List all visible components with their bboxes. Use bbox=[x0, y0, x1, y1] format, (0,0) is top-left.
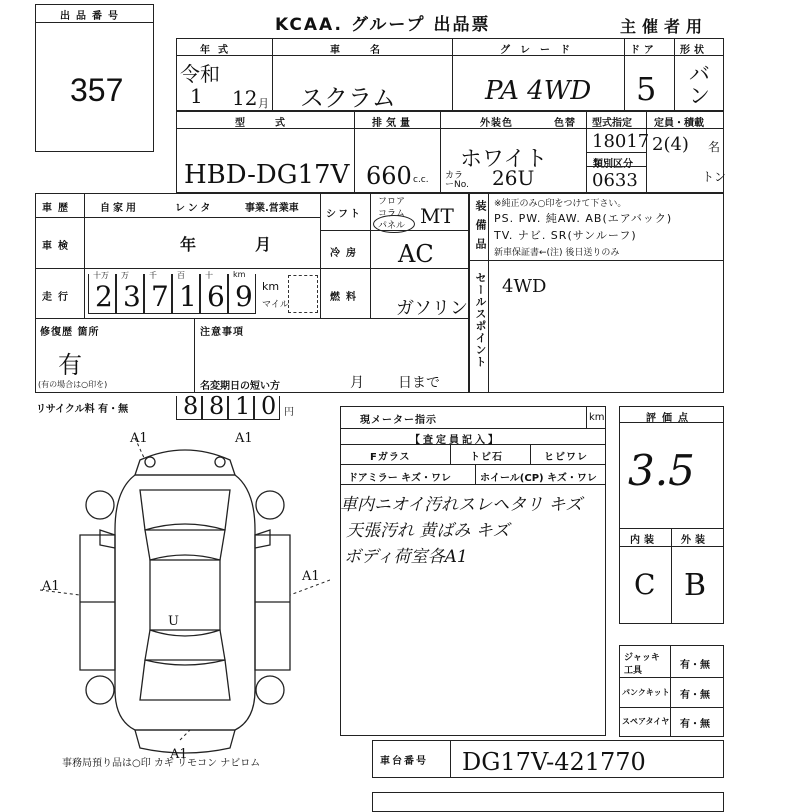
private-use-label: 自家用 bbox=[100, 203, 139, 214]
capacity-value: 2(4) bbox=[652, 134, 689, 155]
color-no-value: 26U bbox=[492, 166, 535, 190]
damage-mark-rear: A1 bbox=[170, 747, 188, 760]
spare-choice: 有・無 bbox=[680, 719, 710, 730]
recycle-label: リサイクル料 有・無 bbox=[36, 404, 129, 415]
tons-unit: トン bbox=[702, 170, 727, 184]
doors-label: ドア bbox=[630, 45, 658, 56]
car-damage-diagram bbox=[40, 430, 330, 760]
wheel-front-right bbox=[256, 491, 284, 519]
month-unit: 月 bbox=[258, 97, 269, 110]
odometer-digit: 2 bbox=[95, 280, 113, 313]
meter-label: 現メーター指示 bbox=[360, 415, 437, 426]
wheel-label: ホイール(CP) キズ・ワレ bbox=[480, 473, 597, 484]
class-value: 0633 bbox=[592, 170, 638, 191]
meter-unit: km bbox=[589, 412, 605, 423]
odometer-unit-label: 十万 bbox=[93, 271, 109, 280]
odometer-digit: 3 bbox=[123, 280, 141, 313]
odometer-digit-cell bbox=[200, 271, 228, 314]
fuel-value: ガソリン bbox=[396, 298, 468, 319]
damage-mark-roof: U bbox=[168, 614, 179, 629]
wheel-rear-right bbox=[256, 676, 284, 704]
wheel-rear-left bbox=[86, 676, 114, 704]
odometer-digit-cell bbox=[228, 270, 256, 314]
recycle-digit-cell bbox=[176, 392, 202, 420]
jack-label: ジャッキ工具 bbox=[624, 653, 660, 676]
aircon-value: AC bbox=[398, 240, 434, 268]
equipment-line3: 新車保証書←(注) 後日送りのみ bbox=[494, 248, 620, 258]
glass-label: Fガラス bbox=[370, 452, 411, 463]
grade-label: グレード bbox=[500, 45, 580, 56]
inspection-month-unit: 月 bbox=[255, 235, 272, 254]
odometer-unit-label: 万 bbox=[121, 271, 129, 280]
shape-value: バン bbox=[685, 62, 710, 106]
recycle-digit-cell bbox=[202, 392, 228, 420]
recycle-digit: 0 bbox=[261, 392, 277, 420]
damage-mark-left: A1 bbox=[42, 579, 60, 594]
damage-mark-front2: A1 bbox=[235, 431, 253, 446]
odometer-digit-cell bbox=[88, 271, 116, 314]
expiry-day-unit: 日まで bbox=[398, 375, 440, 391]
month-value: 12 bbox=[232, 86, 258, 110]
repair-note: (有の場合は○印を) bbox=[38, 380, 108, 389]
km-label: km bbox=[262, 280, 280, 293]
grade-value: PA 4WD bbox=[485, 76, 592, 106]
recycle-digit: 8 bbox=[183, 392, 199, 420]
chassis-value: DG17V-421770 bbox=[462, 748, 646, 776]
jack-choice: 有・無 bbox=[680, 660, 710, 671]
equipment-note: ※純正のみ○印をつけて下さい。 bbox=[494, 199, 627, 209]
sales-point-value: 4WD bbox=[502, 276, 547, 297]
recycle-digit-cell bbox=[254, 392, 280, 420]
exterior-value: B bbox=[684, 568, 707, 603]
puncture-label: パンクキット bbox=[622, 688, 670, 697]
mirror-label: ドアミラー キズ・ワレ bbox=[348, 473, 451, 484]
shift-label: シフト bbox=[326, 209, 362, 220]
displacement-value: 660 bbox=[366, 162, 412, 190]
odometer-digit-cell bbox=[116, 271, 144, 314]
type-designation-label: 型式指定 bbox=[592, 118, 632, 129]
car-body bbox=[115, 475, 255, 730]
inspector-label: 【査定員記入】 bbox=[410, 435, 501, 446]
equipment-label: 装備品 bbox=[474, 200, 487, 257]
color-value: ホワイト bbox=[460, 147, 548, 172]
shift-option-panel: パネル bbox=[378, 221, 406, 231]
spare-label: スペアタイヤ bbox=[622, 717, 670, 726]
fuel-label: 燃料 bbox=[330, 292, 362, 303]
odometer-digit-cell bbox=[144, 271, 172, 314]
odometer-digit: 1 bbox=[179, 280, 197, 313]
odometer-unit-label: 千 bbox=[149, 271, 157, 280]
lot-number-label: 出品番号 bbox=[60, 11, 124, 22]
odometer-unit-label: 十 bbox=[205, 271, 213, 280]
mile-label: マイル bbox=[262, 300, 289, 310]
shape-label: 形状 bbox=[680, 45, 708, 56]
comment-line-3: ボディ荷室各A1 bbox=[344, 547, 468, 567]
rental-label: レンタ bbox=[175, 203, 214, 214]
equipment-line2: TV. ナビ. SR(サンルーフ) bbox=[494, 229, 637, 242]
damage-mark-front: A1 bbox=[130, 431, 148, 446]
interior-value: C bbox=[634, 568, 656, 601]
year-value: 1 bbox=[190, 84, 203, 108]
sales-point-label: セールスポイント bbox=[474, 272, 487, 368]
interior-label: 内装 bbox=[630, 535, 658, 546]
shift-value: MT bbox=[420, 204, 454, 228]
vehicle-name: スクラム bbox=[300, 84, 396, 112]
business-label: 事業.営業車 bbox=[245, 203, 299, 214]
puncture-choice: 有・無 bbox=[680, 690, 710, 701]
odometer-unit-label: km bbox=[233, 270, 246, 279]
color-label: 外装色 bbox=[480, 118, 513, 129]
lot-number: 357 bbox=[70, 72, 124, 108]
group-title: KCAA. グループ 出品票 bbox=[275, 15, 491, 35]
damage-mark-right: A1 bbox=[302, 569, 320, 584]
color-swap-label: 色替 bbox=[554, 118, 576, 129]
inspection-year-unit: 年 bbox=[180, 235, 197, 254]
capacity-label: 定員・積載 bbox=[654, 118, 704, 129]
era-value: 令和 bbox=[180, 62, 220, 86]
recycle-digit: 1 bbox=[235, 392, 251, 420]
chassis-label: 車台番号 bbox=[380, 756, 428, 767]
notes-label: 注意事項 bbox=[200, 327, 244, 338]
odometer-digit: 9 bbox=[235, 280, 253, 313]
history-label: 車歴 bbox=[42, 203, 74, 214]
eval-value: 3.5 bbox=[628, 446, 695, 495]
class-label: 類別区分 bbox=[593, 159, 633, 170]
mileage-label: 走行 bbox=[42, 292, 74, 303]
odometer-digit: 6 bbox=[207, 280, 225, 313]
front-bumper bbox=[135, 450, 235, 475]
color-no-label: カラーNo. bbox=[445, 171, 469, 190]
year-label: 年式 bbox=[200, 45, 236, 56]
model-label: 型式 bbox=[235, 118, 315, 129]
recycle-digit: 8 bbox=[209, 392, 225, 420]
displacement-label: 排気量 bbox=[372, 118, 414, 129]
exterior-label: 外装 bbox=[681, 535, 709, 546]
recycle-unit: 円 bbox=[284, 407, 294, 418]
shift-option-floor: フロア bbox=[378, 197, 406, 207]
organizer-label: 主催者用 bbox=[620, 17, 709, 36]
recycle-digit-cell bbox=[228, 392, 254, 420]
chip-label: トビ石 bbox=[470, 452, 503, 463]
repair-label: 修復歴 箇所 bbox=[40, 327, 100, 338]
equipment-line1: PS. PW. 純AW. AB(エアバック) bbox=[494, 212, 673, 225]
name-label: 車名 bbox=[330, 45, 410, 56]
bottom-box bbox=[372, 792, 724, 812]
persons-unit: 名 bbox=[708, 140, 721, 154]
eval-label: 評価点 bbox=[646, 413, 694, 424]
expiry-label: 名変期日の短い方 bbox=[200, 381, 280, 392]
comment-line-1: 車内ニオイ汚れスレヘタリ キズ bbox=[340, 495, 583, 515]
shift-option-column: コラム bbox=[378, 209, 405, 219]
odometer-unit-label: 百 bbox=[177, 271, 185, 280]
model-value: HBD-DG17V bbox=[184, 160, 350, 190]
odometer-digit: 7 bbox=[151, 280, 169, 313]
crack-label: ヒビワレ bbox=[544, 452, 588, 463]
wheel-front-left bbox=[86, 491, 114, 519]
repair-value: 有 bbox=[58, 351, 82, 379]
aircon-label: 冷房 bbox=[330, 248, 362, 259]
expiry-month-unit: 月 bbox=[350, 375, 364, 391]
type-designation-value: 18017 bbox=[592, 131, 650, 152]
panel-circle bbox=[373, 215, 415, 233]
inspection-label: 車検 bbox=[42, 241, 74, 252]
diagram-footer: 事務局預り品は○印 カギ リモコン ナビロム bbox=[62, 758, 261, 769]
odometer-digit-cell bbox=[172, 271, 200, 314]
comment-line-2: 天張汚れ 黄ばみ キズ bbox=[346, 521, 510, 541]
cc-unit: c.c. bbox=[413, 175, 429, 185]
doors-value: 5 bbox=[636, 70, 657, 108]
mileage-unit-checkbox bbox=[288, 275, 318, 313]
